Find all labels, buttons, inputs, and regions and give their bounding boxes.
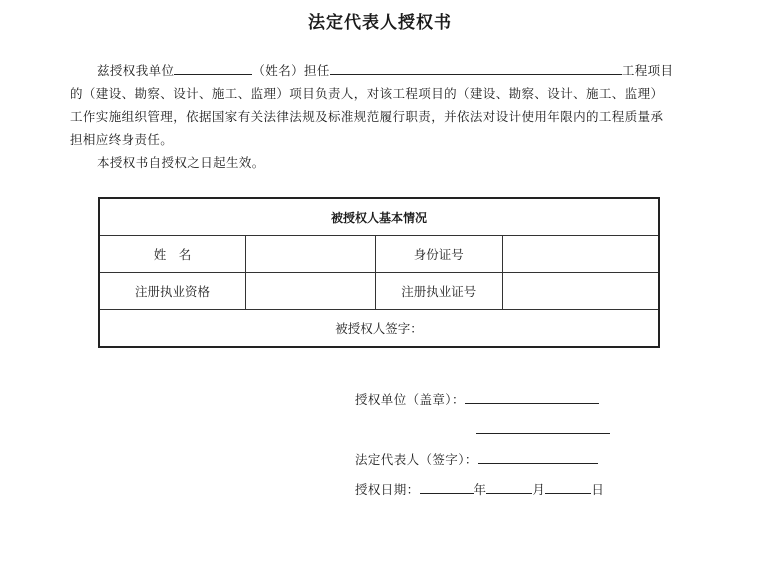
id-number-cell[interactable] — [503, 236, 659, 273]
table-header-row — [99, 198, 659, 236]
text-name-serve: （姓名）担任 — [252, 63, 330, 78]
authorized-person-table — [98, 197, 660, 348]
authorized-person-signature[interactable]: 被授权人签字： — [99, 310, 659, 348]
text-project: 工程项目 — [621, 63, 674, 78]
paragraph-line-4: 担相应终身责任。 — [70, 132, 174, 147]
text-authorize-unit: 兹授权我单位 — [97, 63, 175, 78]
date-label: 授权日期： — [355, 482, 420, 497]
legal-rep-blank[interactable] — [478, 450, 598, 464]
document-title: 法定代表人授权书 — [308, 13, 452, 33]
month-blank[interactable] — [486, 480, 532, 494]
year-label: 年 — [473, 482, 487, 497]
legal-rep-label: 法定代表人（签字）： — [355, 452, 478, 467]
certificate-number-label: 注册执业证号 — [375, 273, 503, 310]
day-blank[interactable] — [545, 480, 591, 494]
table-header: 被授权人基本情况 — [99, 198, 659, 236]
unit-seal-label: 授权单位（盖章）： — [355, 392, 465, 407]
project-blank[interactable] — [330, 60, 622, 75]
id-number-label: 身份证号 — [375, 236, 503, 273]
authorization-paragraph — [70, 59, 690, 151]
table-row — [99, 273, 659, 310]
certificate-number-cell[interactable] — [503, 273, 659, 310]
year-blank[interactable] — [420, 480, 474, 494]
paragraph-line-2: 的（建设、勘察、设计、施工、监理）项目负责人，对该工程项目的（建设、勘察、设计、施工、监理） — [70, 86, 664, 101]
name-label: 姓 名 — [99, 236, 246, 273]
paragraph-line-1 — [70, 59, 690, 82]
day-label: 日 — [591, 482, 605, 497]
date-line — [355, 480, 604, 498]
unit-seal-blank-2[interactable] — [476, 420, 610, 434]
effective-paragraph: 本授权书自授权之日起生效。 — [97, 155, 265, 170]
table-row — [99, 236, 659, 273]
unit-seal-line — [355, 390, 599, 408]
paragraph-line-3: 工作实施组织管理，依据国家有关法律法规及标准规范履行职责，并依法对设计使用年限内的工程质量承 — [70, 109, 664, 124]
month-label: 月 — [532, 482, 546, 497]
unit-seal-line-2 — [476, 420, 610, 437]
unit-seal-blank[interactable] — [465, 390, 599, 404]
qualification-cell[interactable] — [246, 273, 376, 310]
name-cell[interactable] — [246, 236, 376, 273]
legal-rep-line — [355, 450, 598, 468]
table-signature-row — [99, 310, 659, 348]
name-blank[interactable] — [174, 60, 252, 75]
qualification-label: 注册执业资格 — [99, 273, 246, 310]
